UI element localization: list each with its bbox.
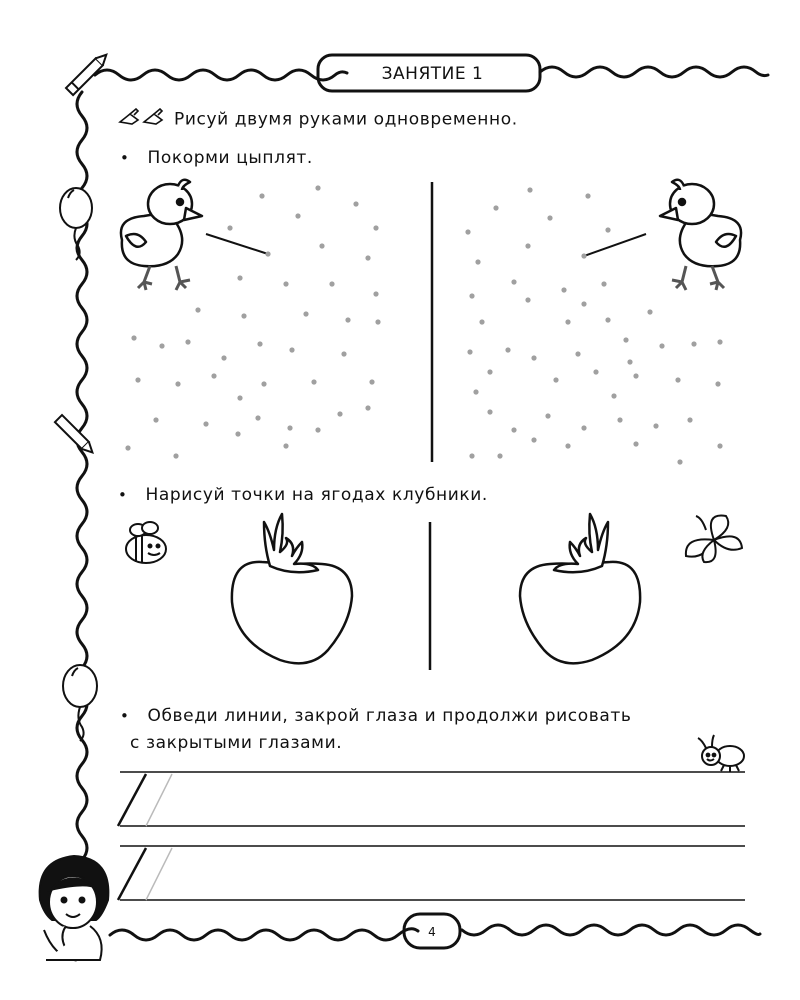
- page-number: 4: [428, 925, 436, 939]
- butterfly-icon: [686, 516, 742, 563]
- ant-icon: [698, 735, 744, 772]
- chick-right-beak-line: [584, 234, 646, 256]
- task-feed-chicks: [120, 148, 313, 168]
- balloon-icon-2: [63, 665, 97, 741]
- pencil-icon-2: [55, 415, 96, 456]
- task-text-line-2: с закрытыми глазами.: [130, 733, 343, 753]
- top-wavy-border-right: [540, 67, 768, 77]
- task-text-line-1: Обведи линии, закрой глаза и продолжи рисовать: [147, 706, 632, 726]
- bee-icon: [126, 522, 166, 563]
- drawing-lines: [118, 772, 745, 900]
- bottom-wavy-border: [110, 929, 418, 940]
- task-text: Покорми цыплят.: [147, 148, 313, 168]
- strawberry-left: [232, 514, 352, 663]
- chick-left-beak-line: [206, 234, 268, 254]
- bullet: •: [120, 149, 130, 167]
- bullet: •: [118, 486, 128, 504]
- girl-illustration: [40, 856, 109, 960]
- hands-writing-icon: [118, 108, 168, 131]
- pencil-icon: [66, 51, 110, 95]
- task-trace-lines: [120, 703, 632, 757]
- page-title: ЗАНЯТИЕ 1: [381, 64, 484, 84]
- bullet: •: [120, 707, 130, 725]
- task-strawberry-dots: [118, 485, 488, 505]
- intro-text: Рисуй двумя руками одновременно.: [174, 109, 518, 130]
- top-wavy-border: [95, 70, 347, 80]
- intro-instruction: [118, 108, 518, 131]
- task-text: Нарисуй точки на ягодах клубники.: [145, 485, 488, 505]
- chick-left: [121, 180, 202, 290]
- strawberry-right: [520, 514, 640, 663]
- bottom-wavy-border-right: [462, 925, 760, 935]
- chick-right: [660, 180, 741, 290]
